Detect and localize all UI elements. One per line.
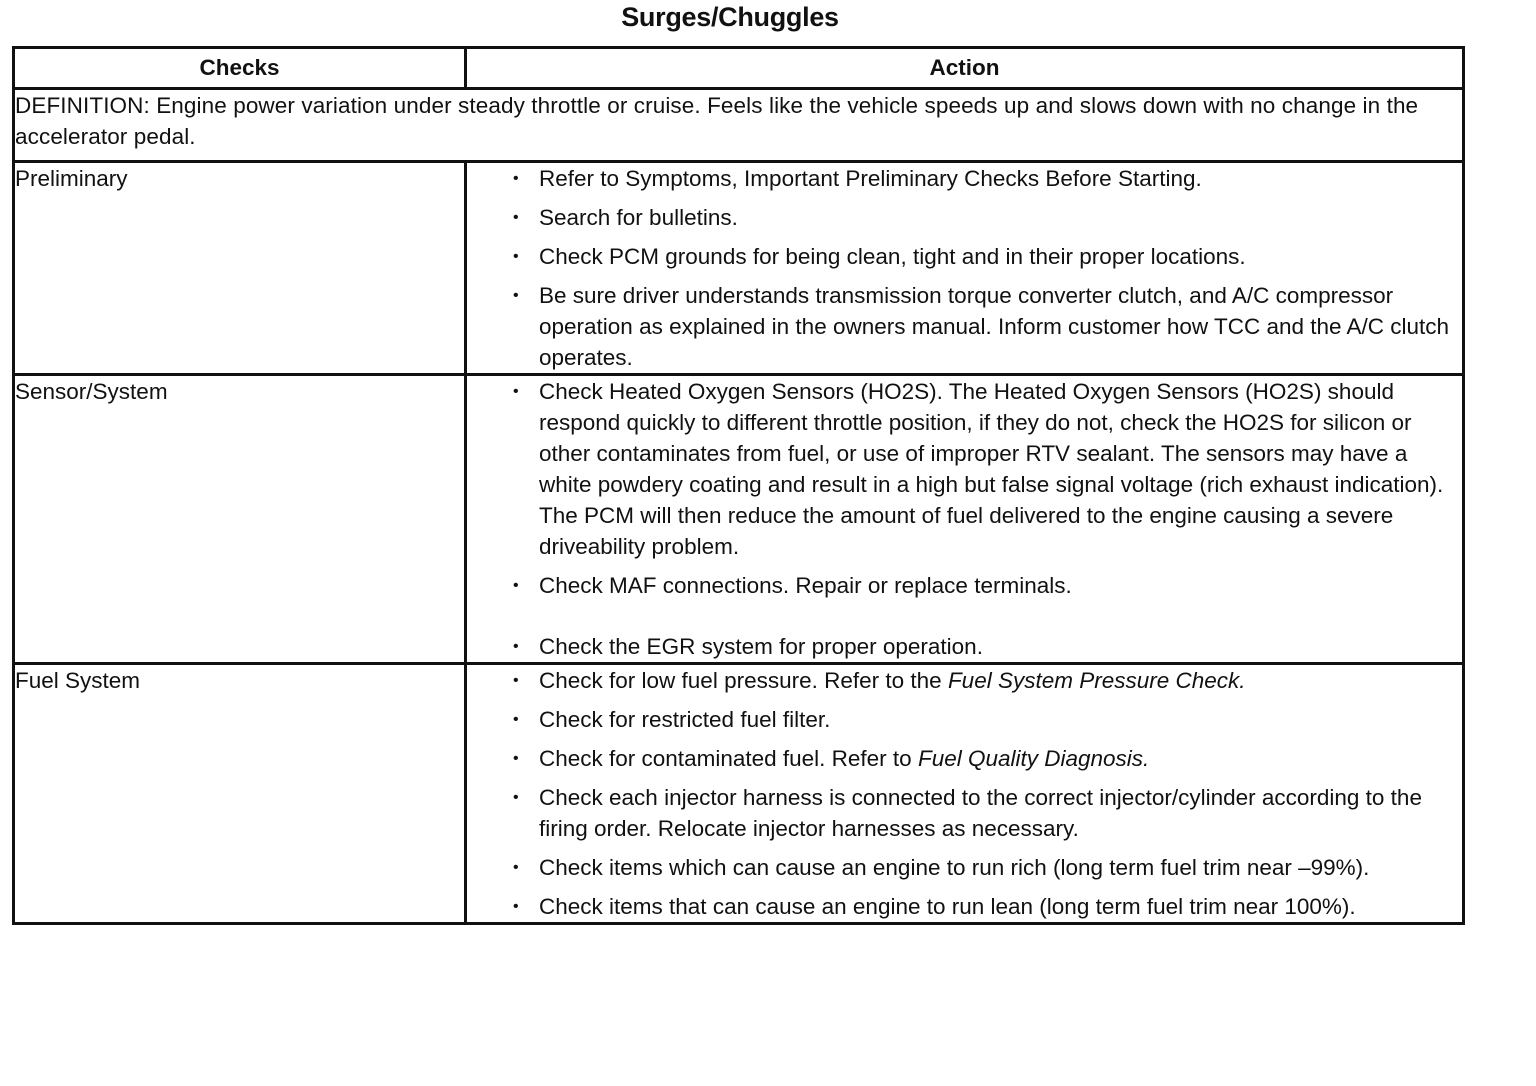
table-row-fuel-system: [14, 664, 1464, 924]
list-item: [513, 891, 1462, 922]
bullet-icon: •: [513, 209, 519, 226]
action-reference: Fuel System Pressure Check.: [947, 668, 1246, 693]
list-item: [513, 163, 1462, 194]
action-text: Be sure driver understands transmission torque converter clutch, and A/C compressor operation as explained in the owners manual. Inform customer how TCC and the A/C clutch operates.: [539, 283, 1450, 370]
bullet-icon: •: [513, 383, 519, 400]
list-item: [513, 665, 1462, 696]
table-row-preliminary: [14, 162, 1464, 375]
header-checks: Checks: [14, 48, 466, 89]
list-item: [513, 743, 1462, 774]
list-item: [513, 782, 1462, 844]
list-item: [513, 376, 1462, 562]
list-item: [513, 280, 1462, 373]
table-header-row: [14, 48, 1464, 89]
bullet-icon: •: [513, 898, 519, 915]
bullet-icon: •: [513, 287, 519, 304]
definition-row: [14, 89, 1464, 162]
list-item: [513, 852, 1462, 883]
action-text: Search for bulletins.: [539, 205, 738, 230]
header-action: Action: [466, 48, 1464, 89]
action-list: [467, 163, 1462, 373]
list-item: [513, 570, 1462, 601]
check-sensor-system: Sensor/System: [14, 375, 466, 664]
check-fuel-system: Fuel System: [14, 664, 466, 924]
bullet-icon: •: [513, 672, 519, 689]
actions-fuel-system: [466, 664, 1464, 924]
action-text: Check the EGR system for proper operation.: [539, 634, 983, 659]
action-text: Check items which can cause an engine to run rich (long term fuel trim near –99%).: [539, 855, 1370, 880]
list-item: [513, 241, 1462, 272]
action-text: Refer to Symptoms, Important Preliminary Checks Before Starting.: [539, 166, 1202, 191]
table-row-sensor-system: [14, 375, 1464, 664]
list-item: [513, 704, 1462, 735]
action-list: [467, 376, 1462, 662]
definition-text: DEFINITION: Engine power variation under steady throttle or cruise. Feels like the vehicle speeds up and slows down with no change in the accelerator pedal.: [14, 89, 1464, 162]
action-text: Check for low fuel pressure. Refer to the: [539, 668, 948, 693]
action-text: Check each injector harness is connected to the correct injector/cylinder according to the firing order. Relocate injector harnesses as necessary.: [539, 785, 1422, 841]
action-text: Check for contaminated fuel. Refer to: [539, 746, 918, 771]
list-item: [513, 631, 1462, 662]
diagnosis-table: [12, 46, 1465, 925]
bullet-icon: •: [513, 170, 519, 187]
action-reference: Fuel Quality Diagnosis.: [917, 746, 1150, 771]
action-text: Check Heated Oxygen Sensors (HO2S). The Heated Oxygen Sensors (HO2S) should respond quickly to different throttle position, if they do not, check the HO2S for silicon or other contaminates from fuel, or use of improper RTV sealant. The sensors may have a white powdery coating and result in a high but false signal voltage (rich exhaust indication). The PCM will then reduce the amount of fuel delivered to the engine causing a severe driveability problem.: [539, 379, 1444, 559]
actions-preliminary: [466, 162, 1464, 375]
bullet-icon: •: [513, 248, 519, 265]
bullet-icon: •: [513, 750, 519, 767]
action-text: Check PCM grounds for being clean, tight and in their proper locations.: [539, 244, 1246, 269]
bullet-icon: •: [513, 577, 519, 594]
bullet-icon: •: [513, 859, 519, 876]
list-item: [513, 202, 1462, 233]
check-preliminary: Preliminary: [14, 162, 466, 375]
bullet-icon: •: [513, 638, 519, 655]
bullet-icon: •: [513, 789, 519, 806]
bullet-icon: •: [513, 711, 519, 728]
page-title: Surges/Chuggles: [621, 2, 839, 32]
action-list: [467, 665, 1462, 922]
action-text: Check for restricted fuel filter.: [539, 707, 831, 732]
actions-sensor-system: [466, 375, 1464, 664]
action-text: Check MAF connections. Repair or replace terminals.: [539, 573, 1072, 598]
action-text: Check items that can cause an engine to run lean (long term fuel trim near 100%).: [539, 894, 1356, 919]
